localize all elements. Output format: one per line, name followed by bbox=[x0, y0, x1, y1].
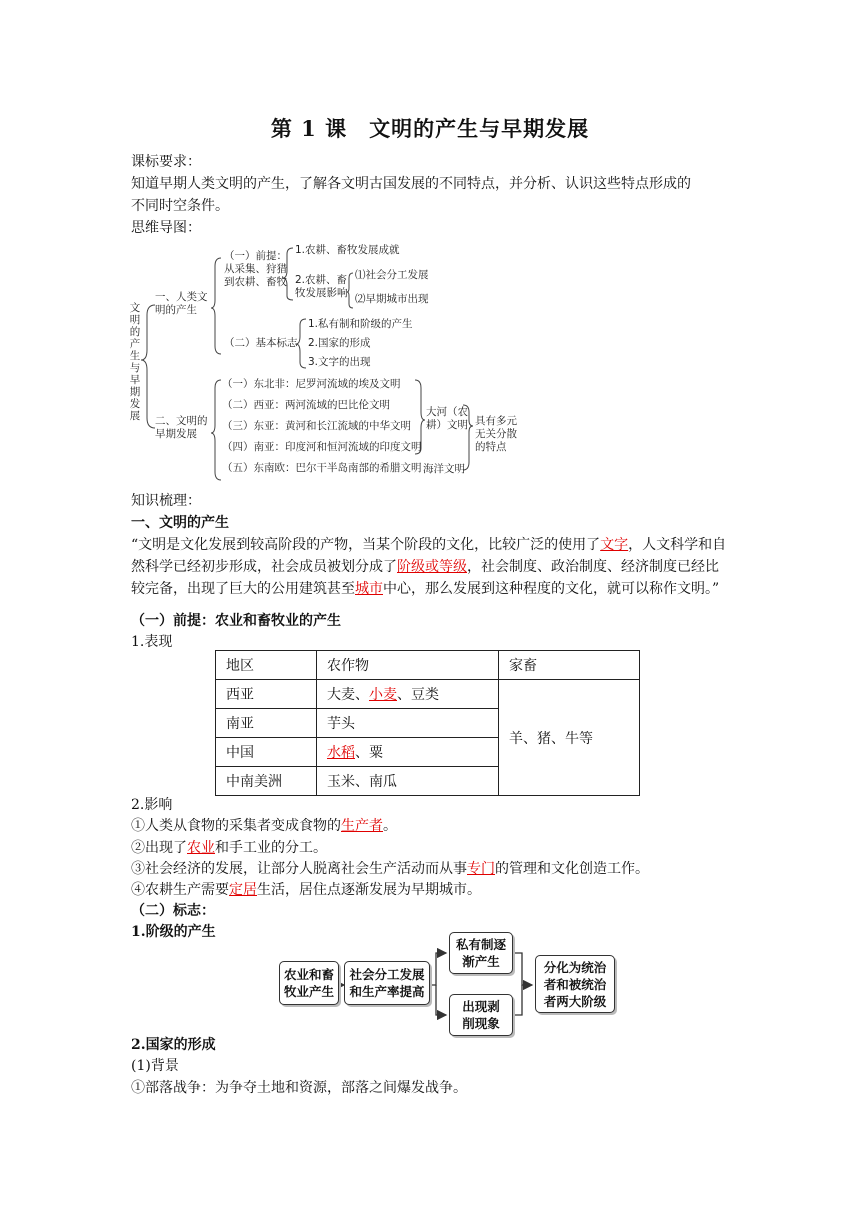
mm-root: 文明的产生与早期发展 bbox=[129, 302, 141, 422]
section-1-heading: 一、文明的产生 bbox=[131, 515, 229, 531]
mind-map bbox=[125, 240, 525, 485]
table-cell-region: 南亚 bbox=[216, 709, 317, 738]
kebiao-text-line2: 不同时空条件。 bbox=[131, 198, 229, 214]
subsection-signs: （二）标志： bbox=[131, 903, 215, 919]
highlight-term: 阶级或等级 bbox=[397, 559, 467, 575]
mm-premise-b1: ⑴社会分工发展 bbox=[355, 269, 429, 281]
kebiao-heading: 课标要求： bbox=[131, 154, 201, 170]
class-origin-heading: 1.阶级的产生 bbox=[131, 924, 216, 940]
mm-civ-1: （一）东北非：尼罗河流域的埃及文明 bbox=[222, 378, 401, 390]
mm-branch2: 二、文明的 早期发展 bbox=[155, 415, 208, 440]
table-cell-livestock: 羊、猪、牛等 bbox=[499, 680, 640, 796]
kebiao-text-line1: 知道早期人类文明的产生，了解各文明古国发展的不同特点，并分析、认识这些特点形成的 bbox=[131, 176, 691, 192]
table-cell-crops: 芋头 bbox=[317, 709, 499, 738]
mm-sign-2: 2.国家的形成 bbox=[308, 337, 371, 349]
table-header: 家畜 bbox=[499, 651, 640, 680]
table-header: 地区 bbox=[216, 651, 317, 680]
mm-civ-4: （四）南亚：印度河和恒河流域的印度文明 bbox=[222, 441, 422, 453]
mm-signs: （二）基本标志 bbox=[224, 337, 298, 349]
knowledge-heading: 知识梳理： bbox=[131, 493, 201, 509]
influence-item-1: ①人类从食物的采集者变成食物的生产者。 bbox=[131, 818, 397, 834]
mm-premise-b: 2.农耕、畜 牧发展影响 bbox=[295, 274, 348, 299]
table-header-row bbox=[216, 651, 640, 680]
table-cell-crops: 玉米、南瓜 bbox=[317, 767, 499, 796]
table-cell-region: 西亚 bbox=[216, 680, 317, 709]
mm-ocean-civ: 海洋文明 bbox=[423, 463, 465, 475]
influence-item-2: ②出现了农业和手工业的分工。 bbox=[131, 840, 327, 856]
mm-river-civ: 大河（农 耕）文明 bbox=[426, 406, 468, 431]
highlight-term: 文字 bbox=[600, 537, 629, 553]
mm-civ-5: （五）东南欧：巴尔干半岛南部的希腊文明 bbox=[222, 462, 422, 474]
civilization-quote: “文明是文化发展到较高阶段的产物，当某个阶段的文化，比较广泛的使用了文字，人文科学和自然科学已经初步形成，社会成员被划分成了阶级或等级，社会制度、政治制度、经济制度已经比较完备，出现了巨大的公用建筑甚至城市中心，那么发展到这种程度的文化，就可以称作文明。” bbox=[131, 537, 727, 597]
mm-feature: 具有多元 无关分散 的特点 bbox=[475, 415, 517, 453]
table-header: 农作物 bbox=[317, 651, 499, 680]
flow-box-agriculture: 农业和畜 牧业产生 bbox=[279, 961, 339, 1005]
influence-item-3: ③社会经济的发展，让部分人脱离社会生产活动而从事专门的管理和文化创造工作。 bbox=[131, 861, 649, 877]
mm-sign-1: 1.私有制和阶级的产生 bbox=[308, 318, 413, 330]
yingxiang-heading: 2.影响 bbox=[131, 797, 173, 813]
table-cell-crops: 水稻、粟 bbox=[317, 738, 499, 767]
flow-box-exploitation: 出现剥 削现象 bbox=[449, 994, 513, 1036]
mm-premise-a: 1.农耕、畜牧发展成就 bbox=[295, 244, 400, 256]
mm-civ-2: （二）西亚：两河流域的巴比伦文明 bbox=[222, 399, 390, 411]
background-heading: (1)背景 bbox=[131, 1058, 179, 1074]
state-formation-heading: 2.国家的形成 bbox=[131, 1037, 216, 1053]
table-cell-region: 中南美洲 bbox=[216, 767, 317, 796]
agriculture-table bbox=[215, 650, 640, 796]
influence-item-4: ④农耕生产需要定居生活，居住点逐渐发展为早期城市。 bbox=[131, 882, 481, 898]
page-title: 第 1 课 文明的产生与早期发展 bbox=[270, 116, 590, 141]
highlight-term: 城市 bbox=[355, 581, 383, 597]
table-cell-region: 中国 bbox=[216, 738, 317, 767]
flow-box-classes: 分化为统治 者和被统治 者两大阶级 bbox=[535, 955, 615, 1013]
flow-box-private-ownership: 私有制逐 渐产生 bbox=[449, 932, 513, 974]
flow-box-division: 社会分工发展 和生产率提高 bbox=[344, 961, 430, 1005]
table-row bbox=[216, 680, 640, 709]
table-cell-crops: 大麦、小麦、豆类 bbox=[317, 680, 499, 709]
mm-civ-3: （三）东亚：黄河和长江流域的中华文明 bbox=[222, 420, 411, 432]
mm-sign-3: 3.文字的出现 bbox=[308, 356, 371, 368]
background-item-1: ①部落战争：为争夺土地和资源，部落之间爆发战争。 bbox=[131, 1080, 467, 1096]
subsection-premise: （一）前提：农业和畜牧业的产生 bbox=[131, 613, 341, 629]
mm-branch1: 一、人类文 明的产生 bbox=[155, 291, 208, 316]
biaoxian-heading: 1.表现 bbox=[131, 634, 173, 650]
mm-premise: （一）前提： 从采集、狩猎 到农耕、畜牧 bbox=[224, 250, 287, 288]
mm-premise-b2: ⑵早期城市出现 bbox=[355, 293, 429, 305]
mindmap-heading: 思维导图： bbox=[131, 220, 201, 236]
